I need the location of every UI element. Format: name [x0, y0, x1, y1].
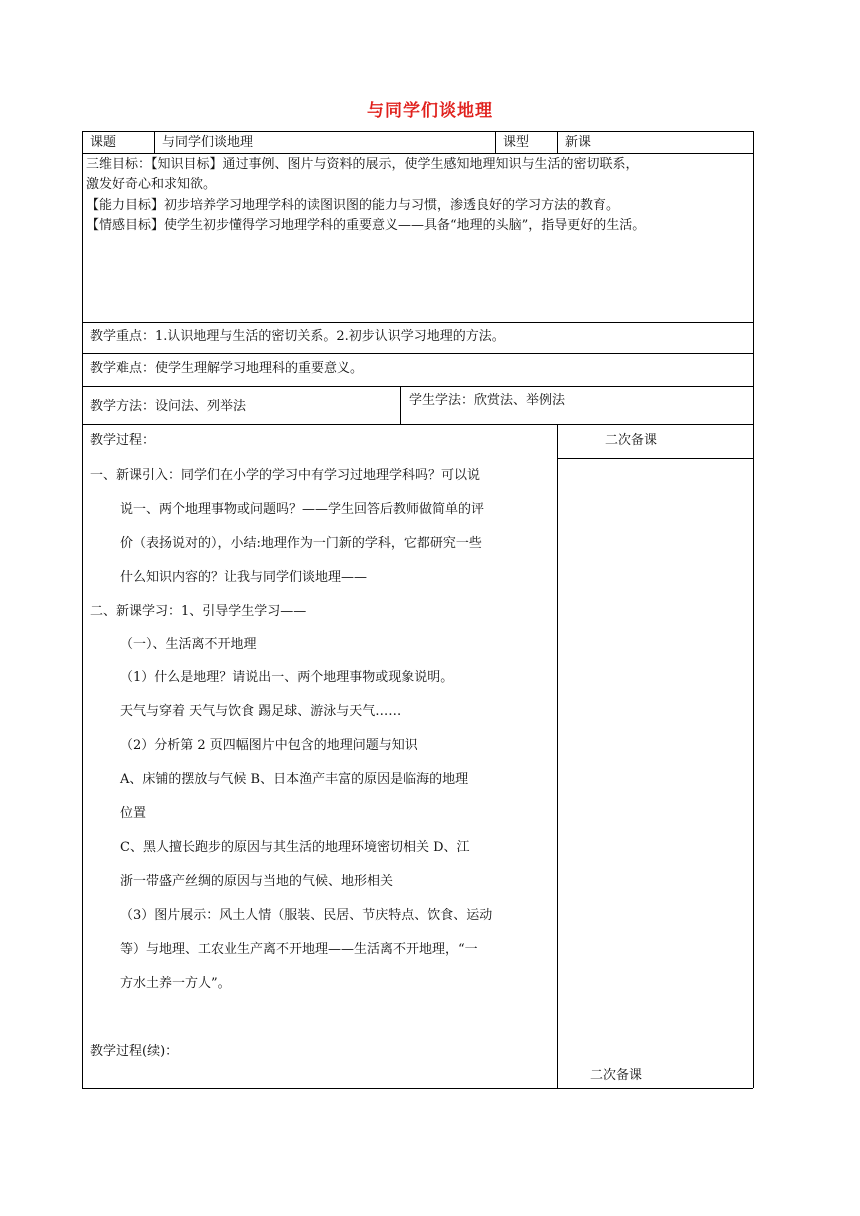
process-line: A、床铺的摆放与气候 B、日本渔产丰富的原因是临海的地理 [120, 772, 469, 787]
process-line: （1）什么是地理？请说出一、两个地理事物或现象说明。 [120, 670, 454, 685]
process-heading: 教学过程： [90, 433, 156, 448]
process-line: （3）图片展示：风土人情（服装、民居、节庆特点、饮食、运动 [120, 908, 493, 923]
lesson-type-value: 新课 [565, 135, 592, 150]
process-line: 浙一带盛产丝绸的原因与当地的气候、地形相关 [120, 874, 394, 889]
student-method: 学生学法：欣赏法、举例法 [409, 393, 566, 408]
process-line: 位置 [120, 806, 147, 821]
document-title: 与同学们谈地理 [367, 101, 493, 121]
lesson-type-label: 课型 [503, 135, 530, 150]
process-line: 方水土养一方人”。 [120, 976, 231, 991]
lesson-topic-value: 与同学们谈地理 [162, 135, 254, 150]
process-line: （一）、生活离不开地理 [120, 637, 257, 652]
process-line: C、黑人擅长跑步的原因与其生活的地理环境密切相关 D、江 [120, 840, 470, 855]
objectives-line: 激发好奇心和求知欲。 [86, 177, 217, 192]
lesson-topic-label: 课题 [90, 135, 117, 150]
objectives-line: 三维目标：【知识目标】通过事例、图片与资料的展示，使学生感知地理知识与生活的密切联系， [86, 157, 639, 172]
teaching-difficulty: 教学难点：使学生理解学习地理科的重要意义。 [90, 361, 364, 376]
process-line: 等）与地理、工农业生产离不开地理——生活离不开地理，“一 [120, 942, 478, 957]
process-line: 什么知识内容的？让我与同学们谈地理—— [120, 570, 368, 585]
process-line: 天气与穿着 天气与饮食 踢足球、游泳与天气…… [120, 704, 402, 719]
objectives-line: 【能力目标】初步培养学习地理学科的读图识图的能力与习惯，渗透良好的学习方法的教育。 [86, 198, 620, 213]
process-continued-heading: 教学过程(续)： [90, 1044, 179, 1059]
process-line: 说一、两个地理事物或问题吗？——学生回答后教师做简单的评 [120, 502, 485, 517]
process-line: （2）分析第 2 页四幅图片中包含的地理问题与知识 [120, 738, 418, 753]
second-prep-heading: 二次备课 [605, 433, 658, 448]
process-line: 二、新课学习：1、引导学生学习—— [90, 604, 307, 619]
teaching-method: 教学方法：设问法、列举法 [90, 399, 247, 414]
process-line: 一、新课引入：同学们在小学的学习中有学习过地理学科吗？可以说 [90, 468, 481, 483]
second-prep-continued: 二次备课 [590, 1068, 643, 1083]
process-line: 价（表扬说对的），小结:地理作为一门新的学科，它都研究一些 [120, 536, 482, 551]
key-points: 教学重点：1.认识地理与生活的密切关系。2.初步认识学习地理的方法。 [90, 329, 505, 344]
objectives-line: 【情感目标】使学生初步懂得学习地理学科的重要意义——具备“地理的头脑”，指导更好的生活。 [86, 218, 646, 233]
